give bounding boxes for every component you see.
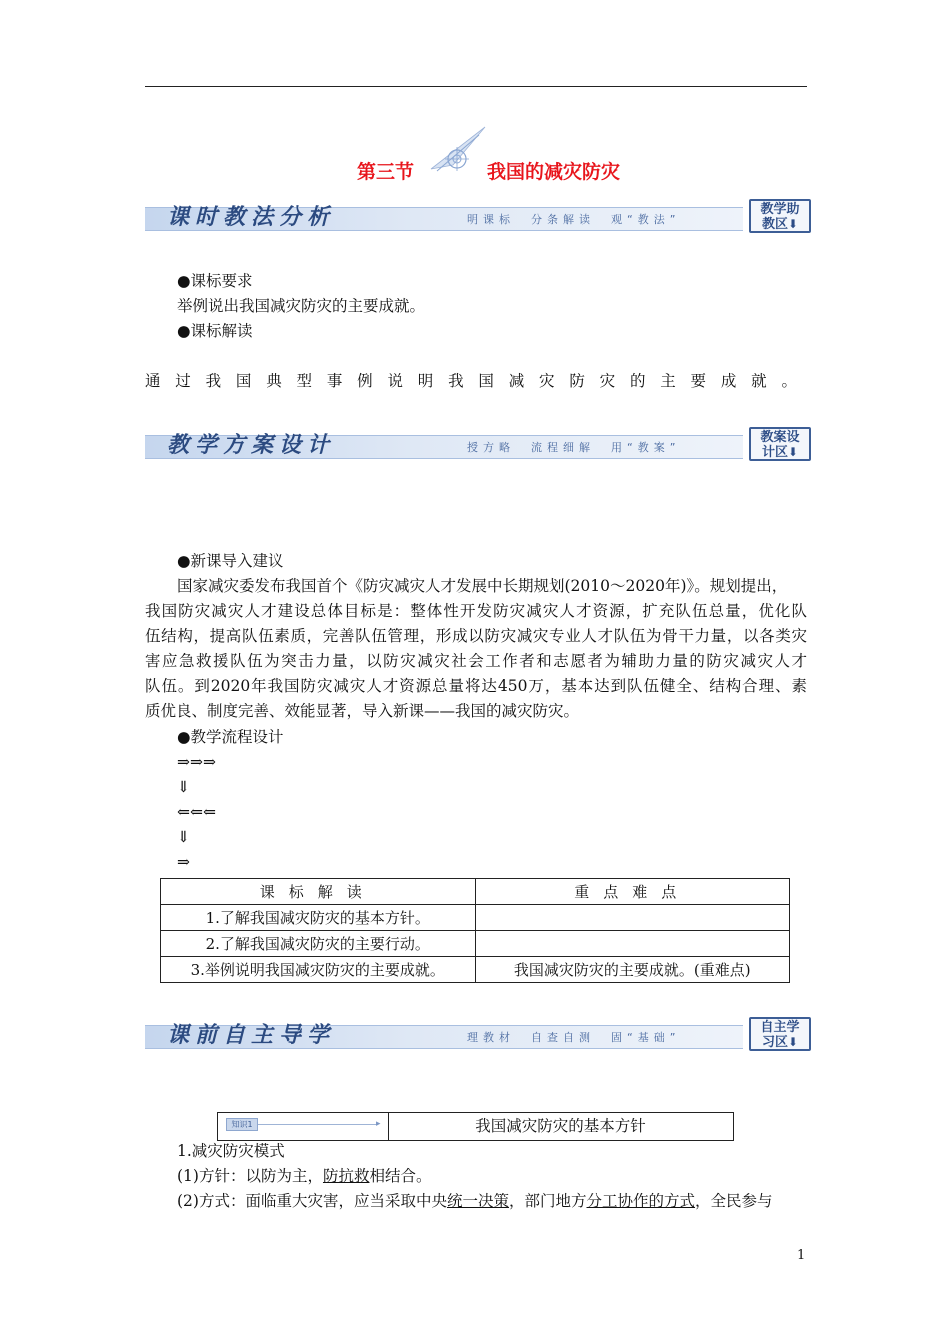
down-arrow-icon: ⬇	[787, 217, 799, 231]
item-method-pre: (2)方式：面临重大灾害，应当采取中央	[177, 1192, 447, 1210]
banner-subtitle: 授方略 流程细解 用“教案”	[467, 441, 681, 454]
item-policy-underlined: 防抗救	[322, 1167, 370, 1185]
table-cell: 1.了解我国减灾防灾的基本方针。	[161, 905, 476, 931]
table-cell	[475, 905, 790, 931]
item-method-underlined-1: 统一决策	[446, 1192, 509, 1210]
flow-arrows-1: ⇒⇒⇒	[177, 753, 216, 771]
down-arrow-icon: ⬇	[787, 445, 799, 459]
item-method-post: ，全民参与	[695, 1192, 773, 1210]
item-method-underlined-2: 分工协作的方式	[586, 1192, 696, 1210]
banner-subtitle: 明课标 分条解读 观“教法”	[467, 213, 681, 226]
banner-title: 课时教法分析	[167, 204, 336, 230]
heading-lesson-intro: ●新课导入建议	[177, 552, 284, 570]
banner-zone-line2: 习区	[761, 1035, 788, 1050]
item-policy	[177, 1163, 839, 1189]
banner-title: 课前自主导学	[167, 1022, 336, 1048]
flow-arrows-5: ⇒	[177, 853, 190, 871]
table-row	[161, 957, 790, 983]
item-method-mid: ，部门地方	[508, 1192, 587, 1210]
banner-teaching-plan	[145, 427, 815, 463]
banner-lesson-analysis	[145, 199, 815, 235]
curriculum-requirement-text: 举例说出我国减灾防灾的主要成就。	[177, 297, 426, 315]
banner-zone-box	[749, 1017, 811, 1051]
banner-zone-line2: 教区	[761, 217, 788, 232]
intro-line-3: 伍结构，提高队伍素质，完善队伍管理，形成以防灾减灾专业人才队伍为骨干力量，以各类灾	[145, 627, 807, 645]
arrow-right-icon: ▸	[376, 1119, 381, 1129]
knowledge-topic-box	[217, 1112, 734, 1141]
banner-zone-box	[749, 199, 811, 233]
standards-table	[160, 878, 790, 983]
top-rule	[145, 86, 807, 87]
table-header-cell: 课标解读	[161, 879, 476, 905]
down-arrow-icon: ⬇	[787, 1035, 799, 1049]
tag-line	[258, 1124, 378, 1125]
curriculum-interpretation-text: 通过我国典型事例说明我国减灾防灾的主要成就。	[145, 372, 797, 390]
banner-zone-line1: 教案设	[760, 430, 800, 445]
table-cell: 3.举例说明我国减灾防灾的主要成就。	[161, 957, 476, 983]
table-header-cell: 重点难点	[475, 879, 790, 905]
flow-arrows-4: ⇓	[177, 828, 190, 846]
table-cell	[475, 931, 790, 957]
table-cell: 我国减灾防灾的主要成就。(重难点)	[475, 957, 790, 983]
knowledge-tag: 知识1	[226, 1118, 258, 1131]
banner-self-study	[145, 1017, 815, 1053]
knowledge-topic-title: 我国减灾防灾的基本方针	[475, 1117, 646, 1135]
title-chapter-name: 我国的减灾防灾	[487, 161, 621, 183]
heading-curriculum-interpretation: ●课标解读	[177, 322, 253, 340]
emblem-icon	[427, 125, 487, 175]
flow-arrows-3: ⇐⇐⇐	[177, 803, 216, 821]
intro-line-1: 国家减灾委发布我国首个《防灾减灾人才发展中长期规划(2010～2020年)》。规划提出，	[177, 577, 788, 595]
intro-line-2: 我国防灾减灾人才建设总体目标是：整体性开发防灾减灾人才资源，扩充队伍总量，优化队	[145, 602, 807, 620]
table-cell: 2.了解我国减灾防灾的主要行动。	[161, 931, 476, 957]
title-section-number: 第三节	[357, 161, 415, 183]
intro-line-5: 队伍。到2020年我国防灾减灾人才资源总量将达450万，基本达到队伍健全、结构合理、素	[145, 677, 807, 695]
intro-line-4: 害应急救援队伍为突击力量，以防灾减灾社会工作者和志愿者为辅助力量的防灾减灾人才	[145, 652, 807, 670]
banner-zone-line1: 教学助	[760, 202, 800, 217]
item-disaster-mode: 1.减灾防灾模式	[177, 1142, 285, 1160]
item-policy-pre: (1)方针：以防为主，	[177, 1167, 323, 1185]
item-policy-post: 相结合。	[369, 1167, 432, 1185]
table-row	[161, 931, 790, 957]
heading-curriculum-requirement: ●课标要求	[177, 272, 253, 290]
table-header-row	[161, 879, 790, 905]
banner-subtitle: 理教材 自查自测 固“基础”	[467, 1031, 681, 1044]
table-row	[161, 905, 790, 931]
banner-zone-line2: 计区	[761, 445, 788, 460]
intro-line-6: 质优良、制度完善、效能显著，导入新课——我国的减灾防灾。	[145, 702, 580, 720]
page-number: 1	[797, 1248, 806, 1263]
title-row	[145, 125, 807, 185]
banner-zone-box	[749, 427, 811, 461]
flow-arrows-2: ⇓	[177, 778, 190, 796]
item-method	[177, 1188, 817, 1214]
banner-title: 教学方案设计	[167, 432, 336, 458]
heading-teaching-flow: ●教学流程设计	[177, 728, 284, 746]
knowledge-tag-cell	[218, 1113, 389, 1140]
banner-zone-line1: 自主学	[760, 1020, 800, 1035]
